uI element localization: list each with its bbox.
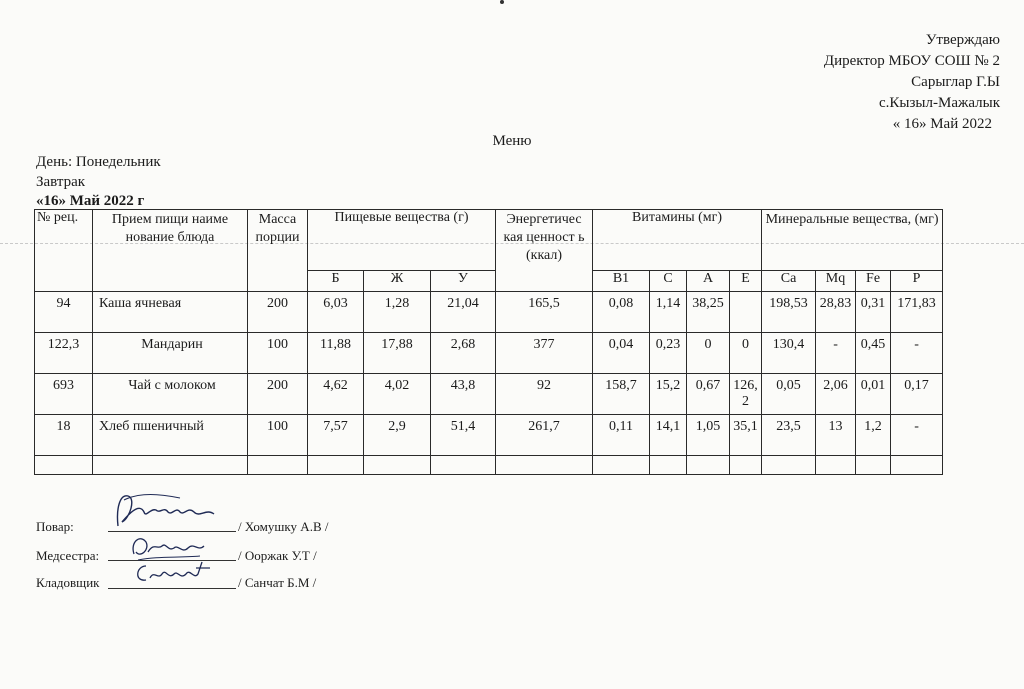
cell-fe: 1,2 xyxy=(856,415,891,456)
cell-zh: 17,88 xyxy=(364,333,431,374)
cell-zh: 2,9 xyxy=(364,415,431,456)
subheader-b: Б xyxy=(308,271,364,292)
cell-e: 0 xyxy=(730,333,762,374)
approval-line-4: с.Кызыл-Мажалык xyxy=(879,95,1000,111)
subheader-mg: Мq xyxy=(816,271,856,292)
header-dish: Прием пищи наиме нование блюда xyxy=(93,210,248,292)
subheader-c: С xyxy=(650,271,687,292)
header-nutrients: Пищевые вещества (г) xyxy=(308,210,496,271)
cell-p: - xyxy=(891,333,943,374)
nurse-name: / Ооржак У.Т / xyxy=(238,548,317,563)
menu-date: «16» Май 2022 г xyxy=(36,193,145,209)
cell-ca: 0,05 xyxy=(762,374,816,415)
table-row xyxy=(35,292,943,333)
table-row-empty xyxy=(35,456,943,475)
cell-c: 1,14 xyxy=(650,292,687,333)
cell-e xyxy=(730,292,762,333)
cell-u: 2,68 xyxy=(431,333,496,374)
subheader-b1: В1 xyxy=(593,271,650,292)
cook-label: Повар: xyxy=(36,519,74,534)
cell-dish: Каша ячневая xyxy=(93,292,248,333)
cell-dish: Мандарин xyxy=(93,333,248,374)
cook-signature xyxy=(110,488,222,534)
day-label: День: Понедельник xyxy=(36,154,161,170)
cell-portion: 100 xyxy=(248,333,308,374)
table-header-row xyxy=(35,210,943,271)
cell-ca: 130,4 xyxy=(762,333,816,374)
approval-line-2: Директор МБОУ СОШ № 2 xyxy=(823,53,1000,69)
cell-u: 43,8 xyxy=(431,374,496,415)
cell-ca: 198,53 xyxy=(762,292,816,333)
cell-b1: 0,08 xyxy=(593,292,650,333)
scan-speck xyxy=(500,0,504,4)
cell-u: 21,04 xyxy=(431,292,496,333)
subheader-zh: Ж xyxy=(364,271,431,292)
cell-mg: 13 xyxy=(816,415,856,456)
cell-b1: 0,04 xyxy=(593,333,650,374)
menu-table xyxy=(34,209,943,475)
cell-fe: 0,45 xyxy=(856,333,891,374)
cell-energy: 92 xyxy=(496,374,593,415)
subheader-a: А xyxy=(687,271,730,292)
header-portion: Масса порции xyxy=(248,210,308,292)
cook-name: / Хомушку А.В / xyxy=(238,519,329,534)
cell-fe: 0,01 xyxy=(856,374,891,415)
header-recipe: № рец. xyxy=(35,210,93,292)
cell-zh: 4,02 xyxy=(364,374,431,415)
subheader-ca: Са xyxy=(762,271,816,292)
cell-recipe: 94 xyxy=(35,292,93,333)
cell-b1: 0,11 xyxy=(593,415,650,456)
cell-fe: 0,31 xyxy=(856,292,891,333)
cell-p: 0,17 xyxy=(891,374,943,415)
approval-date: « 16» Май 2022 xyxy=(892,116,992,132)
document-title: Меню xyxy=(492,133,532,149)
cell-a: 38,25 xyxy=(687,292,730,333)
cell-p: - xyxy=(891,415,943,456)
table-row xyxy=(35,415,943,456)
cell-c: 14,1 xyxy=(650,415,687,456)
cell-zh: 1,28 xyxy=(364,292,431,333)
cell-b1: 158,7 xyxy=(593,374,650,415)
cell-p: 171,83 xyxy=(891,292,943,333)
cell-b: 7,57 xyxy=(308,415,364,456)
cell-portion: 200 xyxy=(248,292,308,333)
cell-a: 0 xyxy=(687,333,730,374)
storekeeper-signature xyxy=(132,558,216,590)
header-energy: Энергетичес кая ценност ь (ккал) xyxy=(496,210,593,292)
approval-line-1: Утверждаю xyxy=(925,32,1000,48)
cell-portion: 200 xyxy=(248,374,308,415)
cell-recipe: 122,3 xyxy=(35,333,93,374)
cell-mg: 28,83 xyxy=(816,292,856,333)
cell-b: 6,03 xyxy=(308,292,364,333)
approval-line-3: Сарыглар Г.Ы xyxy=(911,74,1000,90)
nurse-label: Медсестра: xyxy=(36,548,100,563)
cell-b: 4,62 xyxy=(308,374,364,415)
subheader-e: Е xyxy=(730,271,762,292)
storekeeper-name: / Санчат Б.М / xyxy=(238,575,317,590)
table-row xyxy=(35,333,943,374)
cell-u: 51,4 xyxy=(431,415,496,456)
cell-energy: 261,7 xyxy=(496,415,593,456)
cell-recipe: 693 xyxy=(35,374,93,415)
cell-energy: 377 xyxy=(496,333,593,374)
table-row xyxy=(35,374,943,415)
cell-mg: - xyxy=(816,333,856,374)
cell-a: 1,05 xyxy=(687,415,730,456)
approval-block xyxy=(824,30,1000,135)
cell-portion: 100 xyxy=(248,415,308,456)
cell-dish: Хлеб пшеничный xyxy=(93,415,248,456)
cell-mg: 2,06 xyxy=(816,374,856,415)
meal-label: Завтрак xyxy=(36,174,86,190)
cell-energy: 165,5 xyxy=(496,292,593,333)
cell-a: 0,67 xyxy=(687,374,730,415)
header-vitamins: Витамины (мг) xyxy=(593,210,762,271)
cell-c: 0,23 xyxy=(650,333,687,374)
cell-dish: Чай с молоком xyxy=(93,374,248,415)
cell-c: 15,2 xyxy=(650,374,687,415)
cell-recipe: 18 xyxy=(35,415,93,456)
subheader-fe: Fe xyxy=(856,271,891,292)
storekeeper-label: Кладовщик xyxy=(36,575,100,590)
cell-ca: 23,5 xyxy=(762,415,816,456)
header-minerals: Минеральные вещества, (мг) xyxy=(762,210,943,271)
cell-b: 11,88 xyxy=(308,333,364,374)
cell-e: 35,1 xyxy=(730,415,762,456)
subheader-p: Р xyxy=(891,271,943,292)
cell-e: 126,2 xyxy=(730,374,762,415)
subheader-u: У xyxy=(431,271,496,292)
